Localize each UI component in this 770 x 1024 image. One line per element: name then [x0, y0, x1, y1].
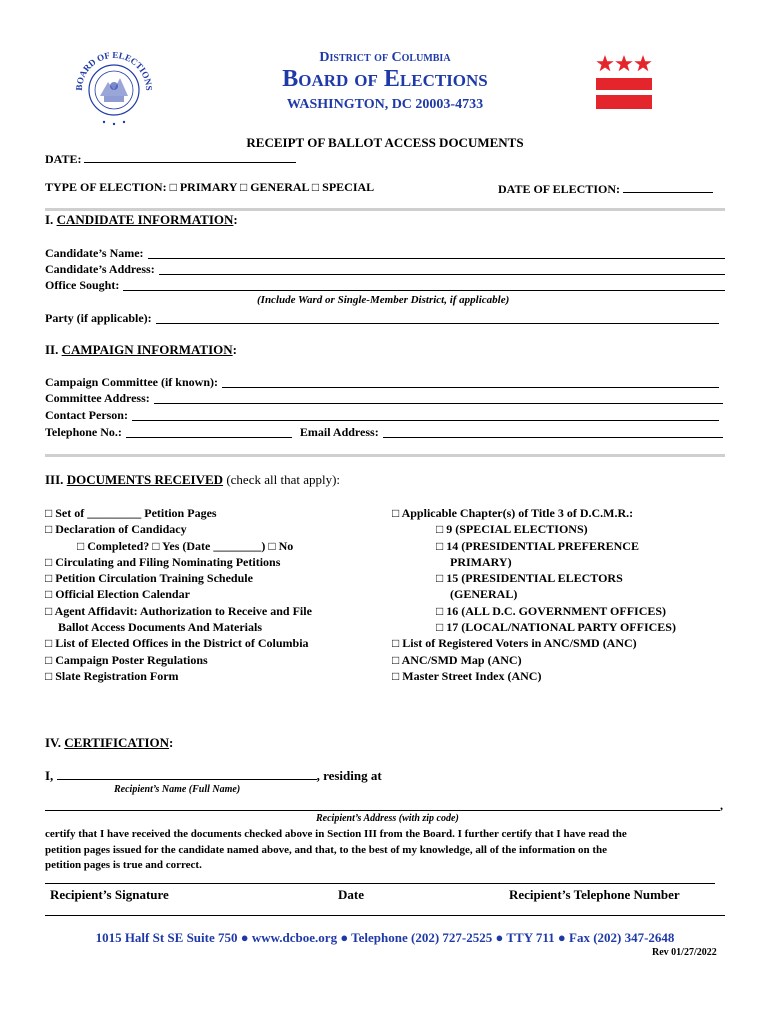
section-4-title: CERTIFICATION — [64, 735, 170, 750]
section-3-title: DOCUMENTS RECEIVED — [66, 472, 224, 487]
checkbox[interactable]: □ — [436, 571, 444, 586]
section-2-number: II. — [45, 342, 59, 357]
general-label: GENERAL — [250, 180, 309, 194]
doc-item: □ 9 (SPECIAL ELECTIONS) — [436, 522, 588, 537]
doc-item: □ Completed? □ Yes (Date ________) □ No — [77, 538, 294, 553]
doc-item: □ Agent Affidavit: Authorization to Receive and File — [45, 603, 312, 618]
section-4-heading: IV. CERTIFICATION: — [45, 735, 174, 750]
doc-item: □ Declaration of Candidacy — [45, 522, 187, 537]
email-label: Email Address: — [299, 425, 379, 439]
primary-checkbox[interactable]: □ — [169, 180, 177, 194]
section-1-number: I. — [45, 212, 54, 227]
office-note: (Include Ward or Single-Member District, if applicable) — [257, 294, 510, 306]
election-date-field[interactable] — [623, 180, 713, 193]
committee-address-row — [45, 391, 723, 406]
doc-item: □ Circulating and Filing Nominating Petitions — [45, 554, 281, 569]
section-2-heading: II. CAMPAIGN INFORMATION: — [45, 342, 237, 357]
contact-row — [45, 408, 719, 423]
signature-label: Recipient’s Signature — [50, 887, 169, 902]
checkbox[interactable]: □ — [45, 522, 53, 537]
checkbox[interactable]: □ — [45, 668, 53, 683]
checkbox[interactable]: □ — [45, 636, 53, 651]
contact-field[interactable] — [132, 408, 719, 421]
checkbox[interactable]: □ — [392, 506, 400, 520]
checkbox[interactable]: □ — [77, 538, 85, 553]
general-checkbox[interactable]: □ — [239, 180, 248, 194]
candidate-address-label: Candidate’s Address: — [45, 262, 155, 276]
candidate-name-label: Candidate’s Name: — [45, 246, 144, 260]
section-1-title: CANDIDATE INFORMATION — [56, 212, 234, 227]
checkbox[interactable]: □ — [436, 538, 444, 553]
doc-item: □ 16 (ALL D.C. GOVERNMENT OFFICES) — [436, 603, 667, 618]
section-2-title: CAMPAIGN INFORMATION — [61, 342, 233, 357]
cert-line: petition pages issued for the candidate named above, and that, to the best of my knowledge, all of the information on the — [45, 843, 608, 856]
divider — [45, 454, 725, 457]
contact-label: Contact Person: — [45, 408, 128, 422]
certification-text — [45, 827, 627, 874]
recipient-name-field[interactable] — [57, 767, 317, 780]
election-date-row — [498, 180, 713, 197]
doc-item: □ Petition Circulation Training Schedule — [45, 571, 253, 586]
checkbox[interactable]: □ — [45, 587, 53, 602]
cert-line: petition pages is true and correct. — [45, 859, 202, 871]
checkbox[interactable]: □ — [436, 522, 444, 537]
phone-label: Telephone No.: — [45, 425, 122, 439]
special-label: SPECIAL — [322, 180, 375, 194]
recipient-name-row — [45, 767, 382, 784]
office-sought-label: Office Sought: — [45, 278, 120, 292]
checkbox[interactable]: □ — [436, 620, 444, 635]
checkbox[interactable]: □ — [45, 652, 53, 667]
section-1-heading: I. CANDIDATE INFORMATION: — [45, 212, 238, 227]
address-caption: Recipient’s Address (with zip code) — [316, 813, 459, 824]
date-row — [45, 150, 296, 167]
divider — [45, 915, 725, 916]
checkbox[interactable]: □ — [392, 668, 400, 683]
doc-item: □ List of Registered Voters in ANC/SMD (ANC) — [392, 636, 637, 651]
party-field[interactable] — [156, 311, 719, 324]
section-4-number: IV. — [45, 735, 62, 750]
committee-label: Campaign Committee (if known): — [45, 375, 218, 389]
form-title: RECEIPT OF BALLOT ACCESS DOCUMENTS — [246, 135, 524, 150]
recipient-address-field[interactable] — [45, 798, 720, 811]
footer-contact: 1015 Half St SE Suite 750 ● www.dcboe.org ● Telephone (202) 727-2525 ● TTY 711 ● Fax (202) 347-2648 — [95, 930, 675, 945]
doc-item: □ Set of _________ Petition Pages — [45, 506, 217, 520]
documents-right-column — [392, 505, 676, 684]
checkbox[interactable]: □ — [45, 506, 53, 520]
election-type-label: TYPE OF ELECTION: — [45, 180, 167, 194]
cert-line: certify that I have received the documents checked above in Section III from the Board. I further certify that I have read the — [45, 828, 627, 840]
phone-email-row — [45, 425, 723, 440]
checkbox[interactable]: □ — [436, 603, 444, 618]
email-field[interactable] — [383, 425, 723, 438]
board-address: WASHINGTON, DC 20003-4733 — [286, 97, 484, 112]
doc-item: □ ANC/SMD Map (ANC) — [392, 652, 522, 667]
candidate-address-field[interactable] — [159, 262, 725, 275]
special-checkbox[interactable]: □ — [311, 180, 320, 194]
checkbox[interactable]: □ — [45, 554, 53, 569]
office-sought-row — [45, 278, 725, 293]
svg-text:BOARD OF ELECTIONS: BOARD OF ELECTIONS — [73, 49, 155, 91]
dc-flag — [596, 55, 652, 111]
election-date-label: DATE OF ELECTION: — [498, 182, 621, 196]
doc-item: □ Slate Registration Form — [45, 668, 179, 683]
doc-item: (GENERAL) — [450, 587, 518, 602]
i-label: I, — [45, 768, 54, 783]
doc-item: □ Master Street Index (ANC) — [392, 668, 542, 683]
party-row — [45, 311, 719, 326]
committee-address-field[interactable] — [154, 391, 723, 404]
recipient-address-row: , — [45, 798, 723, 813]
signature-line[interactable] — [45, 883, 715, 884]
office-sought-field[interactable] — [123, 278, 725, 291]
signature-date-label: Date — [338, 887, 364, 902]
election-type-row — [45, 180, 374, 195]
residing-label: , residing at — [316, 768, 382, 783]
board-name: Board of Elections — [282, 66, 488, 92]
phone-field[interactable] — [126, 425, 292, 438]
doc-item: □ 14 (PRESIDENTIAL PREFERENCE — [436, 538, 639, 553]
doc-item: □ Official Election Calendar — [45, 587, 190, 602]
documents-left-column — [45, 505, 312, 684]
signature-phone-label: Recipient’s Telephone Number — [509, 887, 680, 902]
checkbox[interactable]: □ — [45, 603, 53, 618]
section-3-note: (check all that apply): — [226, 472, 341, 487]
revision-date: Rev 01/27/2022 — [652, 947, 717, 958]
checkbox[interactable]: □ — [392, 652, 400, 667]
primary-label: PRIMARY — [179, 180, 237, 194]
date-label: DATE: — [45, 152, 82, 166]
doc-item: Ballot Access Documents And Materials — [58, 620, 262, 635]
doc-item: PRIMARY) — [450, 554, 512, 569]
checkbox[interactable]: □ — [392, 636, 400, 651]
date-field[interactable] — [84, 150, 296, 163]
doc-item: □ List of Elected Offices in the District of Columbia — [45, 636, 309, 651]
name-caption: Recipient’s Name (Full Name) — [114, 784, 241, 795]
district-name: District of Columbia — [319, 50, 451, 65]
divider — [45, 208, 725, 211]
doc-item: □ Applicable Chapter(s) of Title 3 of D.C.M.R.: — [392, 506, 634, 520]
candidate-name-field[interactable] — [148, 246, 725, 259]
candidate-name-row — [45, 246, 725, 261]
committee-field[interactable] — [222, 375, 719, 388]
section-3-number: III. — [45, 472, 64, 487]
committee-address-label: Committee Address: — [45, 391, 150, 405]
doc-item: □ Campaign Poster Regulations — [45, 652, 208, 667]
doc-item: □ 15 (PRESIDENTIAL ELECTORS — [436, 571, 623, 586]
doc-item: □ 17 (LOCAL/NATIONAL PARTY OFFICES) — [436, 620, 676, 635]
section-3-heading — [45, 472, 340, 488]
candidate-address-row — [45, 262, 725, 277]
party-label: Party (if applicable): — [45, 311, 152, 325]
checkbox[interactable]: □ — [45, 571, 53, 586]
committee-row — [45, 375, 719, 390]
